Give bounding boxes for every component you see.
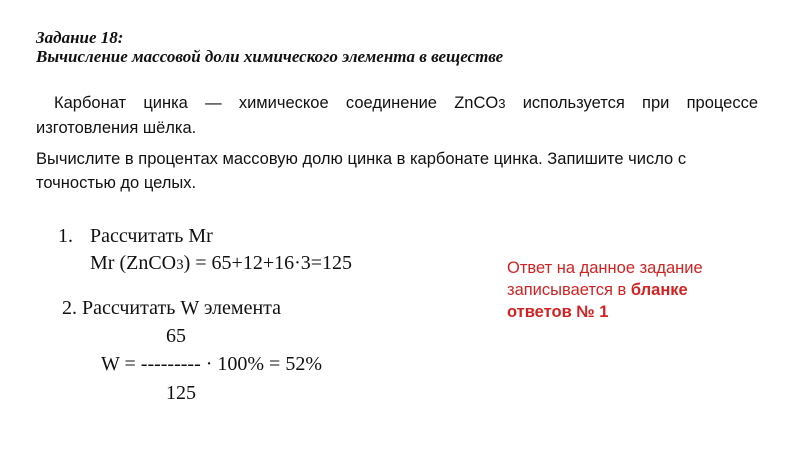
mass-fraction-formula: W = --------- · 100% = 52% [101, 353, 322, 375]
question-paragraph: Вычислите в процентах массовую долю цинка в карбонате цинка. Запишите число с точностью до целых. [36, 150, 687, 192]
intro-paragraph [36, 91, 758, 140]
answer-note-plain: Ответ на данное задание записывается в [507, 259, 703, 299]
formula-prefix: Mr (ZnCO [90, 252, 177, 274]
fraction-denominator: 125 [166, 382, 196, 404]
intro-text-before: Карбонат цинка — химическое соединение ZnCO [54, 94, 499, 112]
answer-note [507, 257, 747, 323]
intro-subscript: 3 [498, 96, 506, 111]
intro-text-after: используется при процессе изготовления шёлка. [36, 94, 758, 137]
step2-text: 2. Рассчитать W элемента [62, 297, 282, 319]
step1-text: Рассчитать Mr [90, 225, 213, 247]
task-title: Вычисление массовой доли химического элемента в веществе [36, 47, 504, 66]
fraction-numerator: 65 [166, 325, 186, 347]
formula-suffix: ) = 65+12+16·3=125 [183, 252, 353, 274]
answer-note-bold: бланке ответов № 1 [507, 281, 688, 321]
formula-subscript: 3 [176, 257, 184, 273]
molar-mass-formula [90, 251, 352, 277]
step1-number: 1. [58, 225, 73, 247]
task-label: Задание 18: [36, 28, 124, 47]
